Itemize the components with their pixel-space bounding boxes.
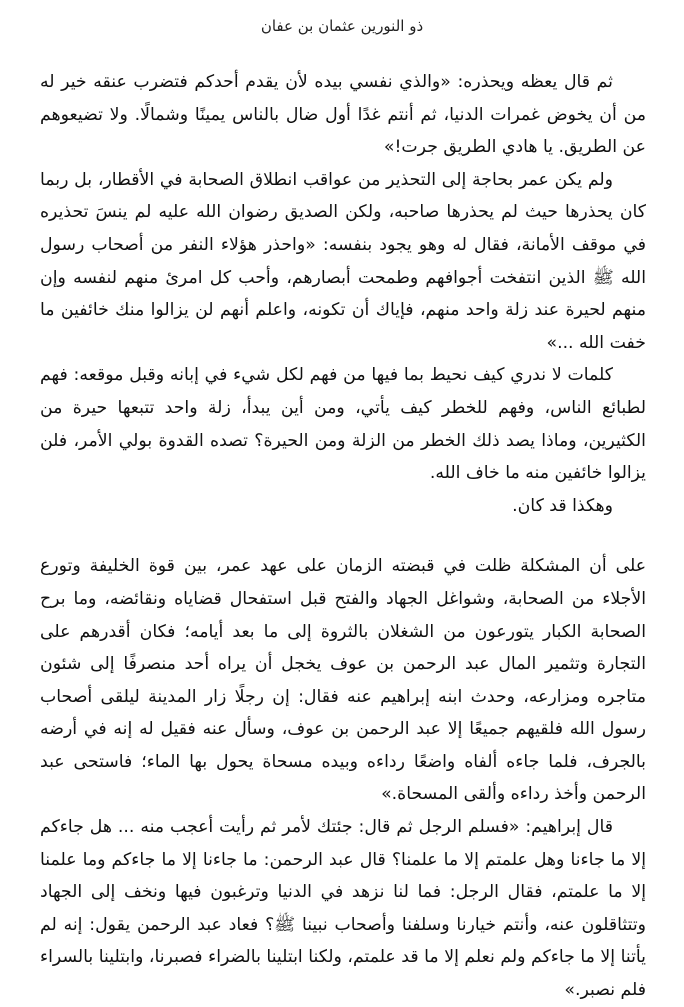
paragraph-6: قال إبراهيم: «فسلم الرجل ثم قال: جئتك لأمر ثم رأيت أعجب منه ... هل جاءكم إلا ما جاءنا وهل علمتم إلا ما علمنا؟ قال عبد الرحمن: ما جاءنا إلا ما جاءكم وما علمنا إلا ما علمتم، فقال الرجل: فما لنا نزهد في الدنيا وترغبون فيها ونخف إلى الجهاد وتتثاقلون عنه، وأنتم خيارنا وسلفنا وأصحاب نبينا ﷺ؟ فعاد عبد الرحمن يقول: إنه لم يأتنا إلا ما جاءكم ولم نعلم إلا ما قد علمتم، ولكنا ابتلينا بالضراء فصبرنا، وابتلينا بالسراء فلم نصبر.» (40, 817, 646, 1001)
paragraph-1: ثم قال يعظه ويحذره: «والذي نفسي بيده لأن يقدم أحدكم فتضرب عنقه خير له من أن يخوض غمرات الدنيا، ثم أنتم غدًا أول ضال بالناس يمينًا وشمالًا. ولا تضيعوهم عن الطريق. يا هادي الطريق جرت!» (40, 72, 646, 158)
running-header: ذو النورين عثمان بن عفان (260, 17, 424, 35)
paragraph-2: ولم يكن عمر بحاجة إلى التحذير من عواقب انطلاق الصحابة في الأقطار، بل ربما كان يحذرها حيث لم يحذرها صاحبه، ولكن الصديق رضوان الله عليه لم ينسَ تحذيره في موقف الأمانة، فقال له وهو يجود بنفسه: «واحذر هؤلاء النفر من أصحاب رسول الله ﷺ الذين انتفخت أجوافهم وطمحت أبصارهم، وأحب كل امرئ منهم لنفسه وإن منهم لحيرة عند زلة واحد منهم، فإياك أن تكونه، واعلم أنهم لن يزالوا منك خائفين ما خفت الله ...» (40, 169, 646, 353)
paragraph-4: وهكذا قد كان. (512, 495, 613, 516)
paragraph-3: كلمات لا ندري كيف نحيط بما فيها من فهم لكل شيء في إبانه وقبل موقعه: فهم لطبائع الناس، وفهم للخطر كيف يأتي، ومن أين يبدأ، زلة واحد تتبعها حيرة من الكثيرين، وماذا يصد ذلك الخطر من الزلة ومن الحيرة؟ تصده القدوة بولي الأمر، فلن يزالوا خائفين منه ما خاف الله. (40, 365, 646, 484)
section-gap (40, 522, 646, 550)
body-text (40, 66, 646, 1007)
paragraph-5: على أن المشكلة ظلت في قبضته الزمان على عهد عمر، بين قوة الخليفة وتورع الأجلاء من الصحابة، وشواغل الجهاد والفتح قبل استفحال قضاياه ونقائضه، وما برح الصحابة الكبار يتورعون من الشغلان بالثروة إلى ما بعد أيامه؛ فكان أقدرهم على التجارة وتثمير المال عبد الرحمن بن عوف يخجل أن يراه أحد منصرفًا إلى شئون متاجره ومزارعه، وحدث ابنه إبراهيم عنه فقال: إن رجلًا زار المدينة ليلقى أصحاب رسول الله فلقيهم جميعًا إلا عبد الرحمن بن عوف، وسأل عنه فقيل له إنه في أرضه بالجرف، فلما جاءه ألفاه واضعًا رداءه وبيده مسحاة يحول بها الماء؛ فاستحى عبد الرحمن وأخذ رداءه وألقى المسحاة.» (40, 556, 646, 805)
